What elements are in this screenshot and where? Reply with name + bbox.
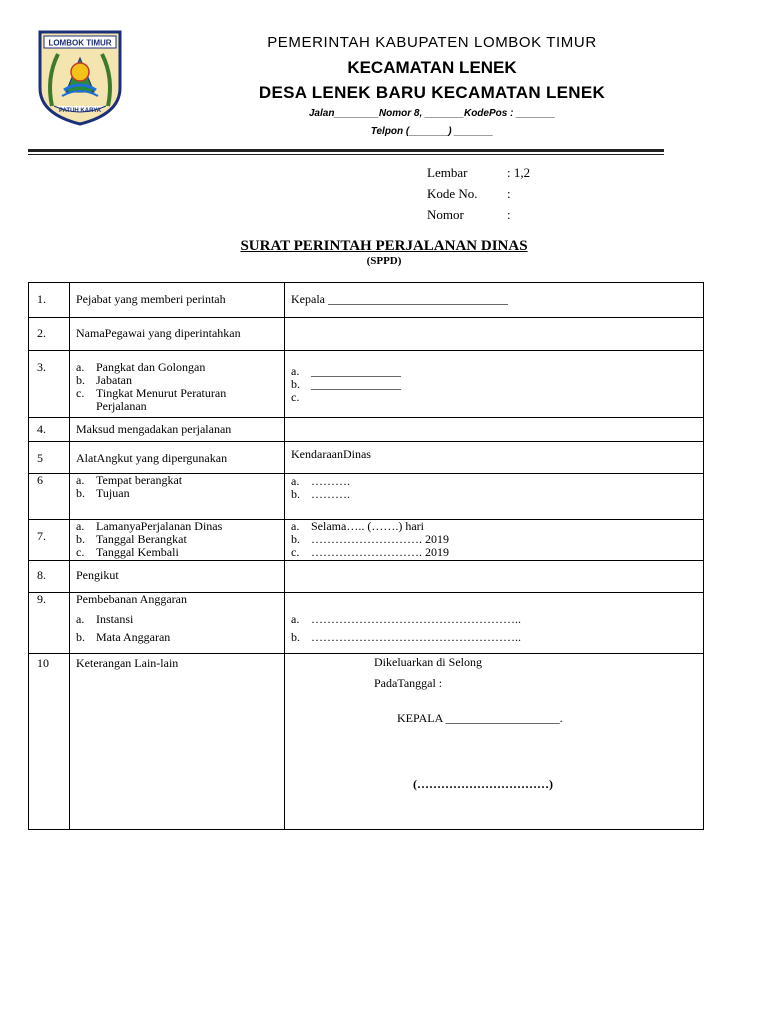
field-label: AlatAngkut yang dipergunakan <box>76 451 228 465</box>
address-line: Jalan________Nomor 8, _______KodePos : _______ <box>308 108 556 119</box>
document-title: SURAT PERINTAH PERJALANAN DINAS <box>240 238 528 254</box>
field-sublabel: a. Instansi <box>76 612 134 626</box>
svg-text:LOMBOK TIMUR: LOMBOK TIMUR <box>48 38 112 48</box>
field-value-list: a. _______________ b. _______________ c. <box>291 364 401 404</box>
field-value: KendaraanDinas <box>291 447 371 461</box>
field-value: b. …………………………………………….. <box>291 630 521 644</box>
issued-date: PadaTanggal : <box>374 676 443 690</box>
column-divider <box>284 283 285 829</box>
field-sublabel: b. Mata Anggaran <box>76 630 171 644</box>
government-heading: PEMERINTAH KABUPATEN LOMBOK TIMUR <box>267 34 597 51</box>
field-label: Keterangan Lain-lain <box>76 656 179 670</box>
district-heading: KECAMATAN LENEK <box>347 58 517 77</box>
row-number: 3. <box>37 360 46 374</box>
issued-place: Dikeluarkan di Selong <box>374 655 482 669</box>
field-label: Maksud mengadakan perjalanan <box>76 422 232 436</box>
row-divider <box>29 317 703 318</box>
document-subtitle: (SPPD) <box>366 255 402 267</box>
meta-nomor: Nomor : <box>427 207 511 222</box>
row-number: 7. <box>37 529 46 543</box>
field-label-list: a. Pangkat dan Golongan b. Jabatan c. Tingkat Menurut Peraturan Perjalanan <box>76 360 227 413</box>
field-value: a. …………………………………………….. <box>291 612 521 626</box>
field-value-list: a. Selama….. (…….) hari b. ………………………. 2019 c. ………………………. 2019 <box>291 519 449 559</box>
field-label: Pengikut <box>76 568 119 582</box>
field-label: NamaPegawai yang diperintahkan <box>76 326 241 340</box>
village-heading: DESA LENEK BARU KECAMATAN LENEK <box>258 83 606 102</box>
meta-lembar: Lembar : 1,2 <box>427 165 531 180</box>
row-number: 6 <box>37 473 43 487</box>
phone-line: Telpon (_______) _______ <box>370 126 494 137</box>
meta-kode-no: Kode No. : <box>427 186 511 201</box>
signatory-position: KEPALA ___________________. <box>397 711 563 725</box>
field-label-list: a. LamanyaPerjalanan Dinas b. Tanggal Berangkat c. Tanggal Kembali <box>76 519 223 559</box>
field-value-list: a. ………. b. ………. <box>291 474 350 501</box>
field-label-list: a. Tempat berangkat b. Tujuan <box>76 473 183 500</box>
column-divider <box>69 283 70 829</box>
lombok-timur-emblem <box>36 28 124 126</box>
row-number: 4. <box>37 422 46 436</box>
field-value: Kepala ______________________________ <box>291 292 508 306</box>
row-divider <box>29 560 703 561</box>
row-divider <box>29 441 703 442</box>
row-number: 10 <box>37 656 49 670</box>
sppd-form-table <box>28 282 704 830</box>
field-label: Pejabat yang memberi perintah <box>76 292 226 306</box>
letterhead-rule-thin <box>28 154 664 155</box>
field-label: Pembebanan Anggaran <box>76 592 187 606</box>
letterhead-rule-thick <box>28 149 664 152</box>
signatory-name: (……………………………) <box>413 777 553 791</box>
row-number: 2. <box>37 326 46 340</box>
row-number: 1. <box>37 292 46 306</box>
row-number: 8. <box>37 568 46 582</box>
svg-text:PATUH KARYA: PATUH KARYA <box>58 108 102 114</box>
row-number: 5 <box>37 451 43 465</box>
row-divider <box>29 350 703 351</box>
row-number: 9. <box>37 592 46 606</box>
row-divider <box>29 417 703 418</box>
row-divider <box>29 653 703 654</box>
